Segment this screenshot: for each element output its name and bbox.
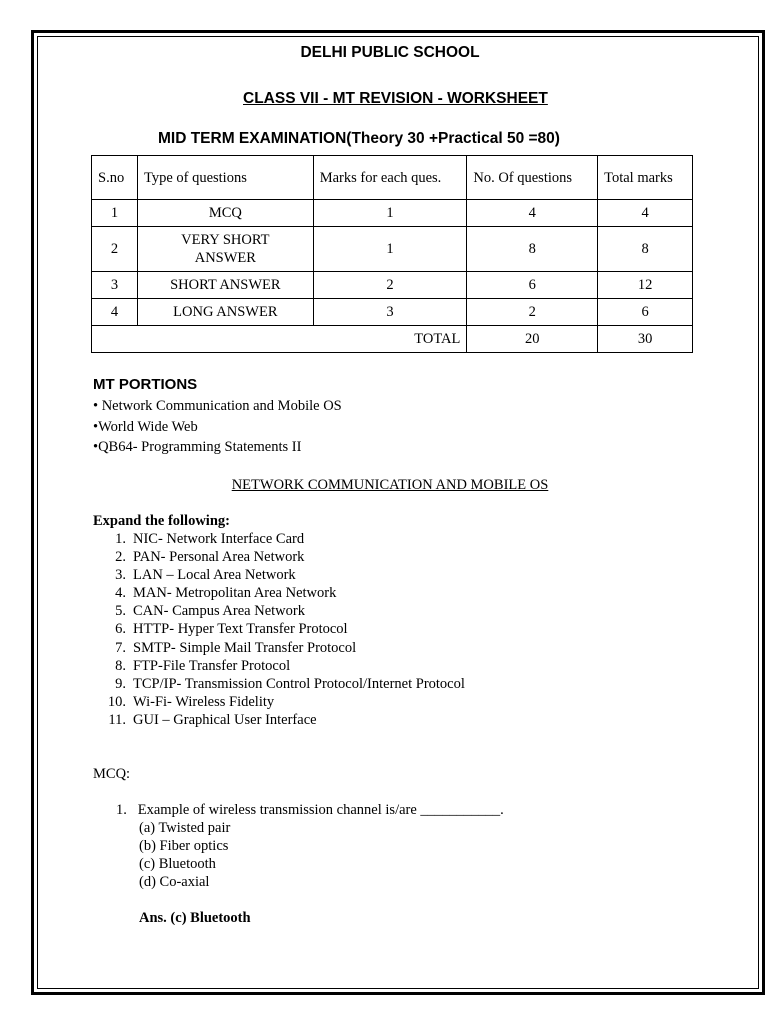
list-text: SMTP- Simple Mail Transfer Protocol bbox=[133, 639, 357, 656]
list-item bbox=[93, 711, 465, 729]
table-cell: 3 bbox=[313, 299, 467, 326]
list-item bbox=[93, 657, 465, 675]
table-cell: 1 bbox=[313, 200, 467, 227]
list-text: PAN- Personal Area Network bbox=[133, 549, 305, 566]
list-item bbox=[93, 620, 465, 638]
portions-list bbox=[93, 396, 342, 458]
table-header-cell: S.no bbox=[92, 156, 138, 200]
table-cell: 6 bbox=[598, 299, 693, 326]
table-cell: MCQ bbox=[137, 200, 313, 227]
mcq-question bbox=[116, 802, 504, 819]
table-cell: 2 bbox=[467, 299, 598, 326]
list-item: •World Wide Web bbox=[93, 418, 198, 435]
table-cell: 6 bbox=[467, 272, 598, 299]
list-text: MAN- Metropolitan Area Network bbox=[133, 585, 337, 602]
table-cell: 3 bbox=[92, 272, 138, 299]
table-cell: 1 bbox=[313, 227, 467, 272]
table-cell: 2 bbox=[313, 272, 467, 299]
table-row bbox=[92, 200, 693, 227]
mcq-title: MCQ: bbox=[93, 766, 131, 782]
table-cell: 4 bbox=[92, 299, 138, 326]
table-cell: SHORT ANSWER bbox=[137, 272, 313, 299]
table-cell: 8 bbox=[467, 227, 598, 272]
list-text: FTP-File Transfer Protocol bbox=[133, 657, 291, 674]
option-item: (a) Twisted pair bbox=[139, 820, 231, 836]
table-row bbox=[92, 227, 693, 272]
option-item: (d) Co-axial bbox=[139, 874, 210, 891]
total-questions: 20 bbox=[467, 326, 598, 353]
table-cell: 4 bbox=[467, 200, 598, 227]
worksheet-title: CLASS VII - MT REVISION - WORKSHEET bbox=[243, 90, 548, 107]
list-number: 10. bbox=[107, 693, 126, 710]
table-cell: 1 bbox=[92, 200, 138, 227]
list-text: NIC- Network Interface Card bbox=[133, 531, 305, 547]
exam-title: MID TERM EXAMINATION(Theory 30 +Practical 50 =80) bbox=[158, 130, 560, 147]
list-number: 5. bbox=[115, 603, 126, 620]
portions-title: MT PORTIONS bbox=[93, 376, 198, 393]
total-marks: 30 bbox=[598, 326, 693, 353]
mcq-options bbox=[139, 819, 230, 891]
list-item bbox=[93, 584, 465, 602]
list-item bbox=[93, 566, 465, 584]
option-item: (b) Fiber optics bbox=[139, 838, 229, 855]
list-item: • Network Communication and Mobile OS bbox=[93, 398, 342, 414]
question-number: 1. bbox=[116, 802, 127, 818]
list-number: 8. bbox=[115, 657, 126, 674]
list-number: 6. bbox=[115, 621, 126, 638]
table-cell: LONG ANSWER bbox=[137, 299, 313, 326]
list-number: 1. bbox=[115, 531, 126, 547]
expand-title: Expand the following: bbox=[93, 513, 230, 529]
marks-table bbox=[91, 155, 693, 353]
list-text: Wi-Fi- Wireless Fidelity bbox=[133, 693, 275, 710]
list-item bbox=[93, 530, 465, 548]
list-number: 2. bbox=[115, 549, 126, 566]
list-item bbox=[93, 602, 465, 620]
list-item bbox=[93, 639, 465, 657]
list-number: 7. bbox=[115, 639, 126, 656]
school-name: DELHI PUBLIC SCHOOL bbox=[300, 44, 480, 61]
list-text: CAN- Campus Area Network bbox=[133, 603, 305, 620]
section-title: NETWORK COMMUNICATION AND MOBILE OS bbox=[231, 477, 549, 493]
list-item: •QB64- Programming Statements II bbox=[93, 439, 302, 455]
list-text: HTTP- Hyper Text Transfer Protocol bbox=[133, 621, 348, 638]
list-number: 4. bbox=[115, 585, 126, 602]
list-text: GUI – Graphical User Interface bbox=[133, 711, 317, 728]
table-header-cell: No. Of questions bbox=[467, 156, 598, 200]
table-cell: 4 bbox=[598, 200, 693, 227]
list-item bbox=[93, 675, 465, 693]
table-cell: VERY SHORT ANSWER bbox=[137, 227, 313, 272]
list-number: 3. bbox=[115, 567, 126, 584]
table-header-cell: Total marks bbox=[598, 156, 693, 200]
table-cell: 8 bbox=[598, 227, 693, 272]
table-header-cell: Type of questions bbox=[137, 156, 313, 200]
table-total-row bbox=[92, 326, 693, 353]
table-header-row bbox=[92, 156, 693, 200]
table-cell: 2 bbox=[92, 227, 138, 272]
table-row bbox=[92, 299, 693, 326]
mcq-answer: Ans. (c) Bluetooth bbox=[139, 910, 251, 926]
table-header-cell: Marks for each ques. bbox=[313, 156, 467, 200]
list-number: 11. bbox=[108, 711, 126, 728]
table-cell: 12 bbox=[598, 272, 693, 299]
question-text: Example of wireless transmission channel is/are ___________. bbox=[137, 802, 504, 818]
list-text: TCP/IP- Transmission Control Protocol/Internet Protocol bbox=[133, 675, 465, 692]
list-item bbox=[93, 548, 465, 566]
list-text: LAN – Local Area Network bbox=[133, 567, 296, 584]
option-item: (c) Bluetooth bbox=[139, 856, 216, 873]
list-item bbox=[93, 693, 465, 711]
table-row bbox=[92, 272, 693, 299]
total-label: TOTAL bbox=[92, 326, 467, 353]
expand-list bbox=[93, 530, 465, 729]
list-number: 9. bbox=[115, 675, 126, 692]
